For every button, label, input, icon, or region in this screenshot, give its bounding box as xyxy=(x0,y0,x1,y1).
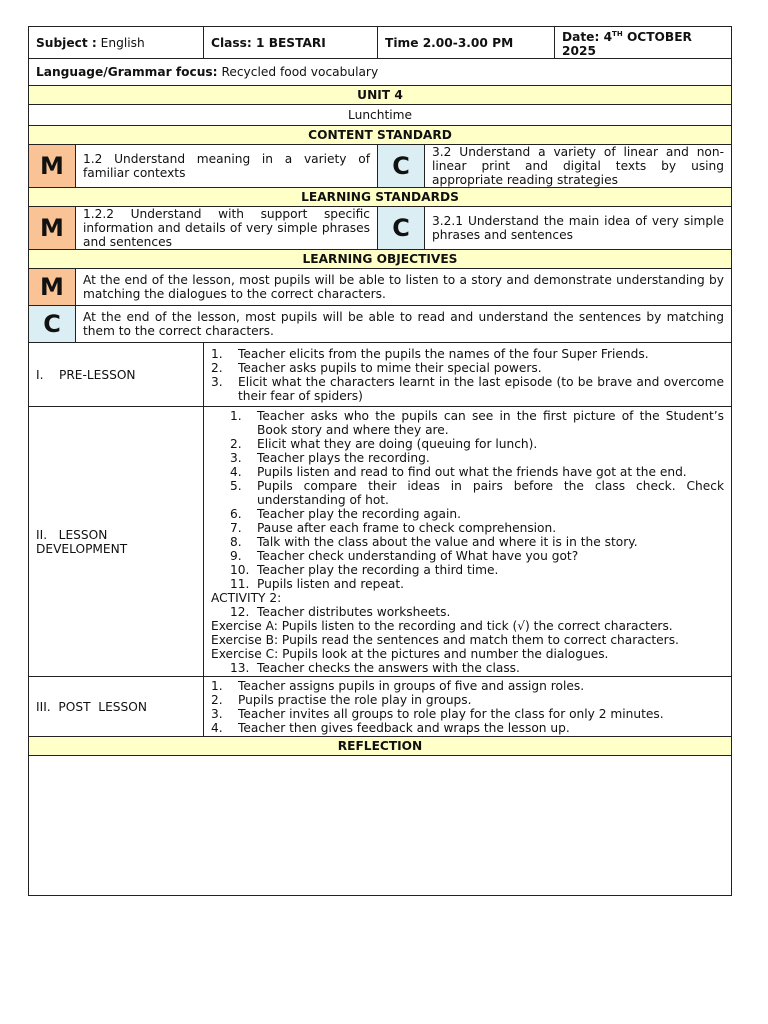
list-item: 3. Elicit what the characters learnt in the last episode (to be brave and overcome their fear of spiders) xyxy=(211,374,725,403)
lesson-development-list xyxy=(211,409,724,591)
list-item: 9. Teacher check understanding of What have you got? xyxy=(230,548,579,563)
content-standard-c-badge: C xyxy=(378,145,425,188)
learning-objectives-heading: LEARNING OBJECTIVES xyxy=(29,250,732,269)
list-item: 10. Teacher play the recording a third time. xyxy=(230,562,499,577)
lesson-development-label-line2: DEVELOPMENT xyxy=(36,541,128,556)
subject-label: Subject : xyxy=(36,35,97,50)
reflection-row xyxy=(29,756,732,896)
exercise-b: Exercise B: Pupils read the sentences and match them to correct characters. xyxy=(211,632,679,647)
list-item: 1. Teacher elicits from the pupils the names of the four Super Friends. xyxy=(211,346,649,361)
objective-m-row xyxy=(29,269,732,306)
lesson-development-label xyxy=(29,407,204,677)
learning-objectives-heading-row xyxy=(29,250,732,269)
objective-c-text: At the end of the lesson, most pupils will be able to read and understand the sentences by matching them to the correct characters. xyxy=(76,306,732,343)
learning-standards-m-text: 1.2.2 Understand with support specific information and details of very simple phrases and sentences xyxy=(76,207,378,250)
list-item: 6. Teacher play the recording again. xyxy=(230,506,462,521)
post-lesson-row xyxy=(29,677,732,737)
subject-value: English xyxy=(100,35,145,50)
topic-row xyxy=(29,105,732,126)
date-suffix: OCTOBER 2025 xyxy=(562,30,692,59)
pre-lesson-list xyxy=(211,347,724,403)
focus-cell xyxy=(29,59,732,86)
list-item: 2. Pupils practise the role play in groups. xyxy=(211,692,472,707)
header-row xyxy=(29,27,732,59)
learning-standards-heading-row xyxy=(29,188,732,207)
lesson-plan-table xyxy=(28,26,732,896)
reflection-heading-row xyxy=(29,737,732,756)
list-item: 1. Teacher assigns pupils in groups of five and assign roles. xyxy=(211,678,585,693)
list-item: 4. Pupils listen and read to find out what the friends have got at the end. xyxy=(230,464,687,479)
list-item: 1. Teacher asks who the pupils can see in the first picture of the Student’s Book story and where they are. xyxy=(230,408,725,437)
date-superscript: TH xyxy=(612,30,623,38)
objective-m-badge: M xyxy=(29,269,76,306)
content-standard-m-text: 1.2 Understand meaning in a variety of familiar contexts xyxy=(76,145,378,188)
lesson-development-steps xyxy=(204,407,732,677)
list-item: 4. Teacher then gives feedback and wraps the lesson up. xyxy=(211,720,570,735)
focus-value: Recycled food vocabulary xyxy=(221,65,379,80)
time-cell: Time 2.00-3.00 PM xyxy=(378,27,555,59)
post-lesson-list xyxy=(211,679,724,735)
reflection-area xyxy=(29,756,732,896)
post-lesson-label: III. POST LESSON xyxy=(29,677,204,737)
post-lesson-steps xyxy=(204,677,732,737)
list-item: 3. Teacher invites all groups to role play for the class for only 2 minutes. xyxy=(211,706,664,721)
class-cell: Class: 1 BESTARI xyxy=(204,27,378,59)
learning-standards-c-text: 3.2.1 Understand the main idea of very simple phrases and sentences xyxy=(425,207,732,250)
activity-list xyxy=(211,605,724,619)
unit-topic: Lunchtime xyxy=(29,105,732,126)
lesson-development-row xyxy=(29,407,732,677)
unit-title: UNIT 4 xyxy=(29,86,732,105)
subject-cell xyxy=(29,27,204,59)
content-standard-heading-row xyxy=(29,126,732,145)
lesson-development-label-line1: II. LESSON xyxy=(36,527,108,542)
list-item: 11. Pupils listen and repeat. xyxy=(230,576,404,591)
list-item: 5. Pupils compare their ideas in pairs before the class check. Check understanding of hot. xyxy=(230,478,725,507)
content-standard-row xyxy=(29,145,732,188)
unit-row xyxy=(29,86,732,105)
pre-lesson-label: I. PRE-LESSON xyxy=(29,343,204,407)
objective-c-badge: C xyxy=(29,306,76,343)
list-item: 12. Teacher distributes worksheets. xyxy=(230,604,451,619)
content-standard-c-text: 3.2 Understand a variety of linear and non-linear print and digital texts by using appropriate reading strategies xyxy=(425,145,732,188)
content-standard-heading: CONTENT STANDARD xyxy=(29,126,732,145)
date-cell xyxy=(555,27,732,59)
exercise-a: Exercise A: Pupils listen to the recording and tick (√) the correct characters. xyxy=(211,618,673,633)
list-item: 13. Teacher checks the answers with the class. xyxy=(230,660,520,675)
list-item: 2. Teacher asks pupils to mime their special powers. xyxy=(211,360,542,375)
focus-row xyxy=(29,59,732,86)
activity-label: ACTIVITY 2: xyxy=(211,590,282,605)
learning-standards-m-badge: M xyxy=(29,207,76,250)
date-prefix: Date: 4 xyxy=(562,30,613,45)
objective-c-row xyxy=(29,306,732,343)
list-item: 7. Pause after each frame to check comprehension. xyxy=(230,520,557,535)
reflection-heading: REFLECTION xyxy=(29,737,732,756)
list-item: 8. Talk with the class about the value and where it is in the story. xyxy=(230,534,638,549)
pre-lesson-row xyxy=(29,343,732,407)
focus-label: Language/Grammar focus: xyxy=(36,65,218,80)
content-standard-m-badge: M xyxy=(29,145,76,188)
learning-standards-c-badge: C xyxy=(378,207,425,250)
learning-standards-heading: LEARNING STANDARDS xyxy=(29,188,732,207)
learning-standards-row xyxy=(29,207,732,250)
list-item: 3. Teacher plays the recording. xyxy=(230,450,430,465)
list-item: 2. Elicit what they are doing (queuing for lunch). xyxy=(230,436,538,451)
objective-m-text: At the end of the lesson, most pupils will be able to listen to a story and demonstrate understanding by matching the dialogues to the correct characters. xyxy=(76,269,732,306)
exercise-c: Exercise C: Pupils look at the pictures and number the dialogues. xyxy=(211,646,609,661)
final-step-list xyxy=(211,661,724,675)
pre-lesson-steps xyxy=(204,343,732,407)
